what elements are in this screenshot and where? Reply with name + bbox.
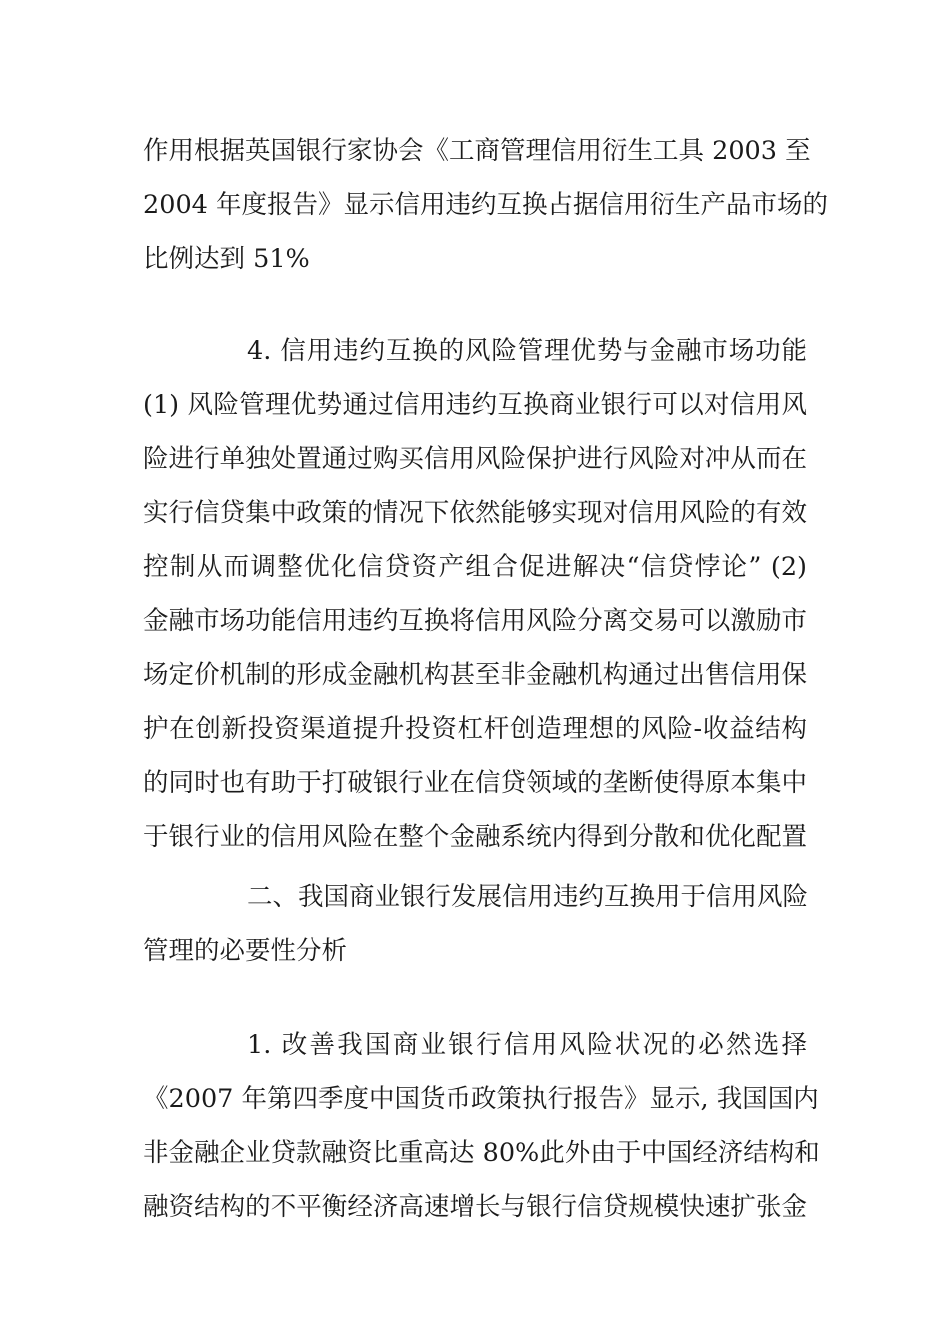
paragraph-2-line-5: 控制从而调整优化信贷资产组合促进解决“信贷悖论” (2): [143, 552, 807, 582]
paragraph-2-heading: 4. 信用违约互换的风险管理优势与金融市场功能: [247, 336, 807, 366]
paragraph-4-line-4: 融资结构的不平衡经济高速增长与银行信贷规模快速扩张金: [143, 1192, 807, 1222]
section-heading-line-1: 二、我国商业银行发展信用违约互换用于信用风险: [247, 882, 809, 912]
paragraph-1-line-3: 比例达到 51%: [143, 244, 310, 274]
paragraph-2-line-3: 险进行单独处置通过购买信用风险保护进行风险对冲从而在: [143, 444, 807, 474]
paragraph-2-line-8: 护在创新投资渠道提升投资杠杆创造理想的风险-收益结构: [143, 714, 807, 744]
paragraph-4-line-2: 《2007 年第四季度中国货币政策执行报告》显示, 我国国内: [143, 1084, 819, 1114]
paragraph-2-line-7: 场定价机制的形成金融机构甚至非金融机构通过出售信用保: [143, 660, 807, 690]
paragraph-4-heading: 1. 改善我国商业银行信用风险状况的必然选择: [247, 1030, 807, 1060]
paragraph-2-line-10: 于银行业的信用风险在整个金融系统内得到分散和优化配置: [143, 822, 807, 852]
paragraph-2-line-2: (1) 风险管理优势通过信用违约互换商业银行可以对信用风: [143, 390, 807, 420]
section-heading-line-2: 管理的必要性分析: [143, 936, 348, 966]
paragraph-1-line-2: 2004 年度报告》显示信用违约互换占据信用衍生产品市场的: [143, 190, 829, 220]
paragraph-2-line-6: 金融市场功能信用违约互换将信用风险分离交易可以激励市: [143, 606, 807, 636]
paragraph-1-line-1: 作用根据英国银行家协会《工商管理信用衍生工具 2003 至: [143, 136, 811, 166]
paragraph-2-line-9: 的同时也有助于打破银行业在信贷领域的垄断使得原本集中: [143, 768, 807, 798]
paragraph-2-line-4: 实行信贷集中政策的情况下依然能够实现对信用风险的有效: [143, 498, 807, 528]
paragraph-4-line-3: 非金融企业贷款融资比重高达 80%此外由于中国经济结构和: [143, 1138, 820, 1168]
